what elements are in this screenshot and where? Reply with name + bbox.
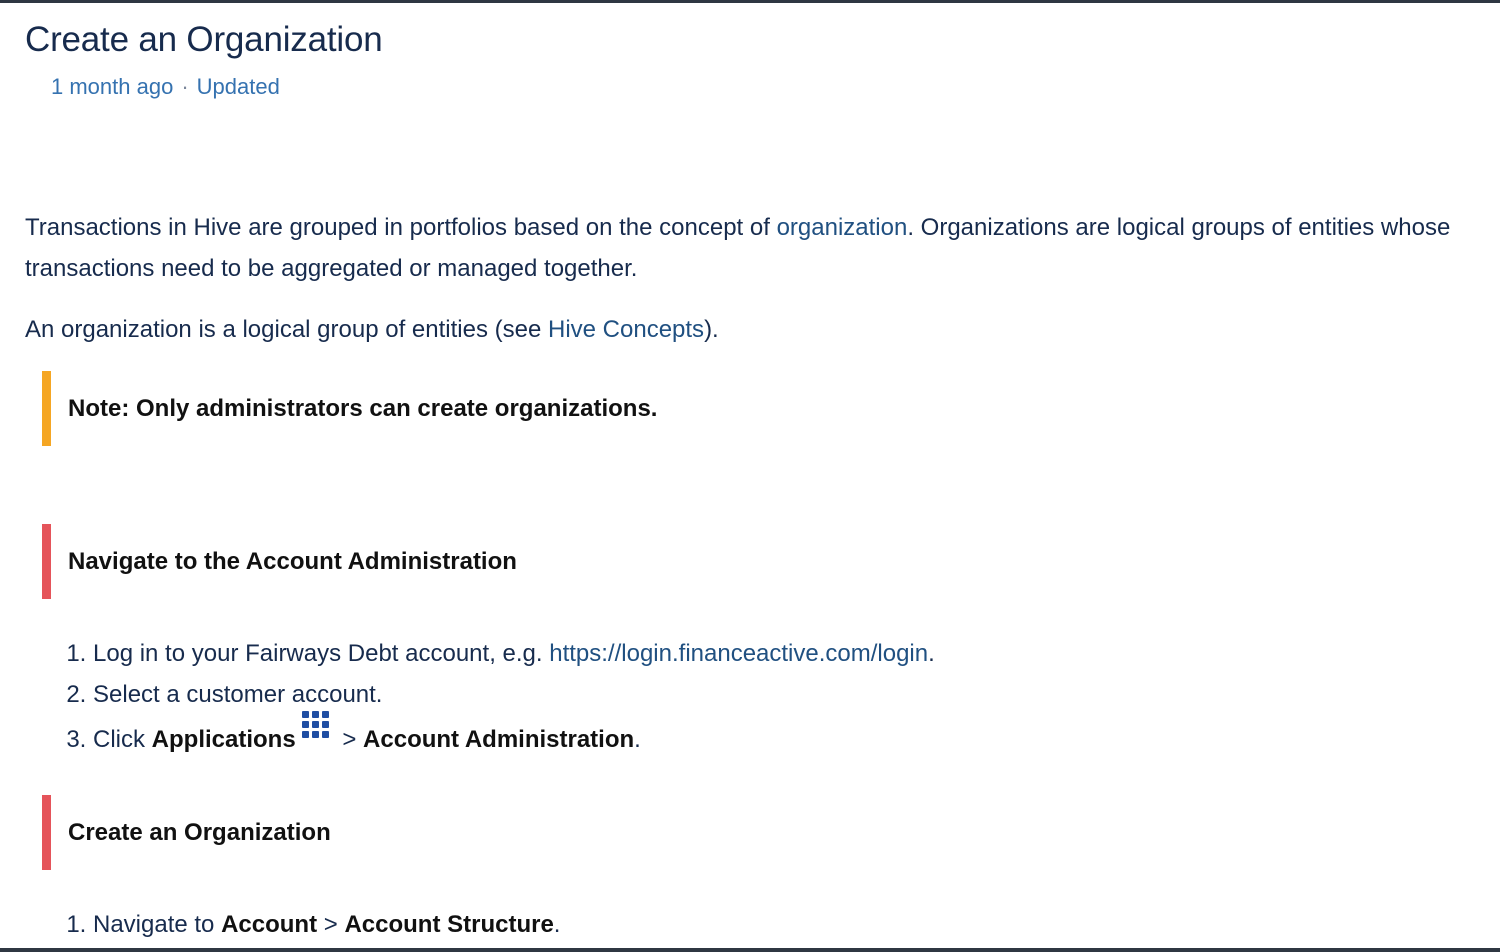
applications-label: Applications: [151, 726, 296, 753]
hive-concepts-link[interactable]: Hive Concepts: [547, 316, 705, 343]
intro-text-end: . Organizations are logical groups of entities whose transactions need to be aggregated or managed together.: [25, 214, 1451, 282]
step-text: Click: [93, 726, 152, 753]
definition-text: An organization is a logical group of entities (see: [25, 316, 548, 343]
list-item: [93, 719, 935, 760]
step-text-end: .: [634, 726, 641, 753]
top-border: [0, 0, 1500, 3]
page-metadata: [51, 74, 1475, 100]
note-callout: [42, 371, 842, 446]
step-text: Navigate to: [93, 911, 222, 938]
meta-separator: ·: [181, 74, 189, 99]
path-separator: >: [335, 726, 364, 753]
account-administration-label: Account Administration: [363, 726, 635, 753]
section-heading-text: Navigate to the Account Administration: [68, 547, 517, 575]
account-label: Account: [221, 911, 318, 938]
bottom-border: [0, 948, 1500, 952]
account-structure-label: Account Structure: [344, 911, 554, 938]
create-steps-list: [25, 904, 560, 945]
section-heading-text: Create an Organization: [68, 818, 331, 846]
step-text-end: .: [553, 911, 561, 938]
list-item: 2. Select a customer account.: [93, 674, 935, 715]
grid-icon: [302, 711, 330, 739]
section-heading-navigate: [42, 524, 842, 599]
intro-paragraph: [25, 207, 1470, 289]
organization-link[interactable]: organization: [776, 214, 908, 241]
last-modified-link[interactable]: 1 month ago: [51, 74, 174, 99]
step-text: Log in to your Fairways Debt account, e.g.: [93, 640, 550, 667]
page-title: Create an Organization: [25, 20, 383, 59]
navigate-steps-list: [25, 633, 935, 760]
list-item: [93, 633, 935, 674]
definition-text-end: ).: [704, 316, 719, 343]
note-text: Note: Only administrators can create organizations.: [68, 394, 658, 422]
page-history-link[interactable]: Updated: [196, 74, 280, 99]
definition-paragraph: [25, 309, 719, 350]
login-url-link[interactable]: https://login.financeactive.com/login: [549, 640, 929, 667]
section-heading-create: [42, 795, 842, 870]
list-item: [93, 904, 560, 945]
article: [25, 20, 1475, 938]
intro-text: Transactions in Hive are grouped in portfolios based on the concept of: [25, 214, 777, 241]
path-separator: >: [317, 911, 345, 938]
step-text-end: .: [928, 640, 935, 667]
